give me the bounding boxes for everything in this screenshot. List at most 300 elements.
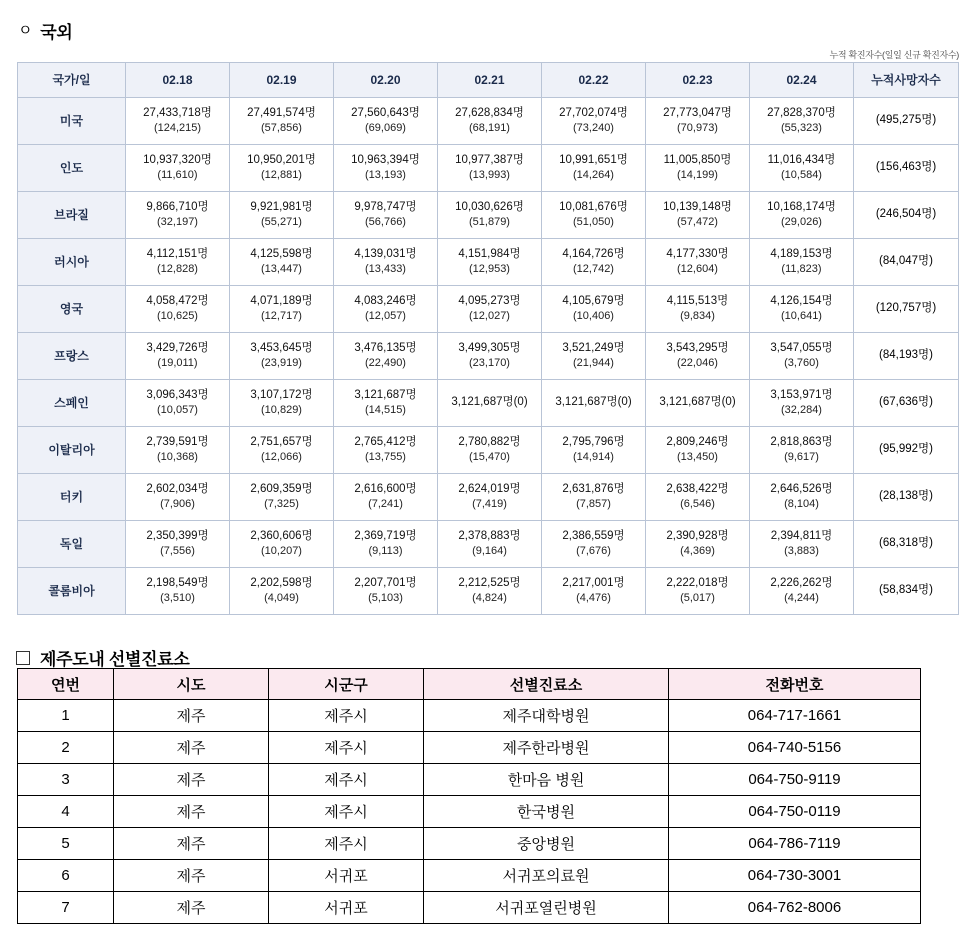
daily-new-cases: (12,604) xyxy=(677,263,718,276)
cumulative-cases: 3,453,645명 xyxy=(250,341,313,354)
cumulative-cases: 2,765,412명 xyxy=(354,435,417,448)
cumulative-cases: 2,780,882명 xyxy=(458,435,521,448)
clinic-col-header: 시도 xyxy=(114,669,269,700)
overseas-data-cell xyxy=(646,192,750,239)
daily-new-cases: (14,264) xyxy=(573,169,614,182)
daily-new-cases: (23,919) xyxy=(261,357,302,370)
cumulative-cases: 2,818,863명 xyxy=(770,435,833,448)
overseas-data-cell xyxy=(230,98,334,145)
cumulative-cases: 27,560,643명 xyxy=(351,106,420,119)
overseas-deaths-cell: (95,992명) xyxy=(854,427,959,474)
overseas-data-cell xyxy=(646,474,750,521)
overseas-data-cell xyxy=(334,568,438,615)
cumulative-cases: 2,390,928명 xyxy=(666,529,729,542)
daily-new-cases: (13,755) xyxy=(365,451,406,464)
clinic-name-cell: 한마음 병원 xyxy=(424,764,669,796)
daily-new-cases: (7,906) xyxy=(160,498,195,511)
cumulative-cases: 10,081,676명 xyxy=(559,200,628,213)
table-row xyxy=(18,474,959,521)
cumulative-cases: 3,121,687명(0) xyxy=(555,396,632,409)
daily-new-cases: (11,823) xyxy=(781,263,822,276)
overseas-data-cell xyxy=(438,521,542,568)
daily-new-cases: (51,879) xyxy=(469,216,510,229)
daily-new-cases: (22,046) xyxy=(677,357,718,370)
overseas-data-cell xyxy=(542,145,646,192)
overseas-deaths-cell: (84,047명) xyxy=(854,239,959,286)
overseas-country-cell: 프랑스 xyxy=(18,333,126,380)
table-row xyxy=(18,380,959,427)
overseas-data-cell xyxy=(334,145,438,192)
table-row xyxy=(18,860,921,892)
daily-new-cases: (12,881) xyxy=(261,169,302,182)
overseas-deaths-cell: (495,275명) xyxy=(854,98,959,145)
cumulative-cases: 3,107,172명 xyxy=(250,388,313,401)
cumulative-cases: 10,963,394명 xyxy=(351,153,420,166)
overseas-table-note: 누적 확진자수(일일 신규 확진자수) xyxy=(829,50,959,60)
daily-new-cases: (32,197) xyxy=(157,216,198,229)
daily-new-cases: (69,069) xyxy=(365,122,406,135)
overseas-col-header: 02.21 xyxy=(438,63,542,98)
overseas-col-header: 국가/일 xyxy=(18,63,126,98)
cumulative-cases: 4,083,246명 xyxy=(354,294,417,307)
cumulative-cases: 11,016,434명 xyxy=(767,153,836,166)
daily-new-cases: (12,828) xyxy=(157,263,198,276)
clinic-sido-cell: 제주 xyxy=(114,860,269,892)
daily-new-cases: (10,406) xyxy=(573,310,614,323)
overseas-table-body xyxy=(18,98,959,615)
overseas-country-cell: 인도 xyxy=(18,145,126,192)
overseas-data-cell xyxy=(230,427,334,474)
overseas-data-cell xyxy=(438,145,542,192)
cumulative-cases: 4,125,598명 xyxy=(250,247,313,260)
cumulative-cases: 4,151,984명 xyxy=(458,247,521,260)
overseas-data-cell xyxy=(230,286,334,333)
overseas-data-cell xyxy=(750,145,854,192)
daily-new-cases: (9,113) xyxy=(368,545,403,558)
daily-new-cases: (4,369) xyxy=(680,545,715,558)
cumulative-cases: 3,121,687명(0) xyxy=(659,396,736,409)
cumulative-cases: 9,921,981명 xyxy=(250,200,313,213)
overseas-data-cell xyxy=(542,474,646,521)
cumulative-cases: 2,378,883명 xyxy=(458,529,521,542)
daily-new-cases: (3,883) xyxy=(784,545,819,558)
daily-new-cases: (7,857) xyxy=(576,498,611,511)
daily-new-cases: (70,973) xyxy=(677,122,718,135)
overseas-country-cell: 독일 xyxy=(18,521,126,568)
cumulative-cases: 27,828,370명 xyxy=(767,106,836,119)
overseas-data-cell xyxy=(542,333,646,380)
overseas-data-cell xyxy=(750,380,854,427)
overseas-data-cell xyxy=(126,568,230,615)
daily-new-cases: (57,472) xyxy=(677,216,718,229)
daily-new-cases: (7,556) xyxy=(160,545,195,558)
daily-new-cases: (22,490) xyxy=(365,357,406,370)
overseas-col-header: 누적사망자수 xyxy=(854,63,959,98)
overseas-data-cell xyxy=(542,239,646,286)
table-row xyxy=(18,98,959,145)
overseas-data-cell xyxy=(334,286,438,333)
overseas-data-cell xyxy=(334,192,438,239)
cumulative-cases: 2,198,549명 xyxy=(146,576,209,589)
overseas-data-cell xyxy=(750,239,854,286)
daily-new-cases: (29,026) xyxy=(781,216,822,229)
daily-new-cases: (4,476) xyxy=(576,592,611,605)
clinic-col-header: 전화번호 xyxy=(669,669,921,700)
daily-new-cases: (124,215) xyxy=(153,122,202,135)
clinic-tel-cell: 064-750-9119 xyxy=(669,764,921,796)
daily-new-cases: (51,050) xyxy=(573,216,614,229)
overseas-data-cell xyxy=(750,568,854,615)
cumulative-cases: 4,112,151명 xyxy=(146,247,209,260)
overseas-data-cell xyxy=(126,521,230,568)
overseas-data-cell xyxy=(126,192,230,239)
cumulative-cases: 3,429,726명 xyxy=(146,341,209,354)
daily-new-cases: (7,241) xyxy=(368,498,403,511)
daily-new-cases: (55,271) xyxy=(261,216,302,229)
overseas-data-cell xyxy=(542,380,646,427)
table-row xyxy=(18,796,921,828)
clinic-header-row xyxy=(18,669,921,700)
overseas-data-cell xyxy=(646,239,750,286)
overseas-data-cell xyxy=(126,427,230,474)
daily-new-cases: (4,824) xyxy=(472,592,507,605)
cumulative-cases: 4,105,679명 xyxy=(562,294,625,307)
overseas-data-cell xyxy=(646,568,750,615)
cumulative-cases: 9,978,747명 xyxy=(354,200,417,213)
daily-new-cases: (68,191) xyxy=(469,122,510,135)
clinic-sigungu-cell: 제주시 xyxy=(269,796,424,828)
daily-new-cases: (12,066) xyxy=(261,451,302,464)
table-row xyxy=(18,568,959,615)
cumulative-cases: 10,139,148명 xyxy=(663,200,732,213)
cumulative-cases: 9,866,710명 xyxy=(146,200,209,213)
overseas-data-cell xyxy=(438,474,542,521)
overseas-data-cell xyxy=(334,380,438,427)
cumulative-cases: 10,950,201명 xyxy=(247,153,316,166)
overseas-data-cell xyxy=(438,568,542,615)
daily-new-cases: (11,610) xyxy=(157,169,198,182)
cumulative-cases: 3,521,249명 xyxy=(562,341,625,354)
overseas-country-cell: 이탈리아 xyxy=(18,427,126,474)
cumulative-cases: 27,702,074명 xyxy=(559,106,628,119)
cumulative-cases: 4,189,153명 xyxy=(770,247,833,260)
overseas-data-cell xyxy=(126,239,230,286)
overseas-data-cell xyxy=(646,286,750,333)
clinic-name-cell: 제주한라병원 xyxy=(424,732,669,764)
daily-new-cases: (32,284) xyxy=(781,404,822,417)
overseas-data-cell xyxy=(334,333,438,380)
overseas-header-row xyxy=(18,63,959,98)
overseas-data-cell xyxy=(230,333,334,380)
overseas-data-cell xyxy=(126,333,230,380)
clinic-tel-cell: 064-730-3001 xyxy=(669,860,921,892)
overseas-data-cell xyxy=(126,145,230,192)
clinic-name-cell: 중앙병원 xyxy=(424,828,669,860)
daily-new-cases: (10,057) xyxy=(157,404,198,417)
daily-new-cases: (13,450) xyxy=(677,451,718,464)
overseas-data-cell xyxy=(230,380,334,427)
cumulative-cases: 4,071,189명 xyxy=(250,294,313,307)
overseas-deaths-cell: (120,757명) xyxy=(854,286,959,333)
overseas-deaths-cell: (58,834명) xyxy=(854,568,959,615)
table-row xyxy=(18,700,921,732)
overseas-table-wrapper xyxy=(17,62,958,615)
clinic-name-cell: 제주대학병원 xyxy=(424,700,669,732)
clinic-tel-cell: 064-762-8006 xyxy=(669,892,921,924)
overseas-data-cell xyxy=(438,98,542,145)
clinic-section-heading xyxy=(16,645,190,670)
table-row xyxy=(18,427,959,474)
daily-new-cases: (12,742) xyxy=(573,263,614,276)
overseas-data-cell xyxy=(334,427,438,474)
clinic-no-cell: 3 xyxy=(18,764,114,796)
daily-new-cases: (8,104) xyxy=(784,498,819,511)
cumulative-cases: 2,217,001명 xyxy=(562,576,625,589)
overseas-data-cell xyxy=(750,192,854,239)
overseas-data-cell xyxy=(438,192,542,239)
daily-new-cases: (15,470) xyxy=(469,451,510,464)
clinic-name-cell: 한국병원 xyxy=(424,796,669,828)
daily-new-cases: (23,170) xyxy=(469,357,510,370)
overseas-country-cell: 브라질 xyxy=(18,192,126,239)
cumulative-cases: 4,177,330명 xyxy=(666,247,729,260)
cumulative-cases: 27,491,574명 xyxy=(247,106,316,119)
daily-new-cases: (3,760) xyxy=(784,357,819,370)
overseas-country-cell: 콜롬비아 xyxy=(18,568,126,615)
table-row xyxy=(18,286,959,333)
daily-new-cases: (7,676) xyxy=(576,545,611,558)
cumulative-cases: 27,433,718명 xyxy=(143,106,212,119)
cumulative-cases: 4,095,273명 xyxy=(458,294,521,307)
clinic-sido-cell: 제주 xyxy=(114,892,269,924)
overseas-data-cell xyxy=(542,98,646,145)
daily-new-cases: (10,584) xyxy=(781,169,822,182)
checkbox-icon xyxy=(16,651,30,665)
daily-new-cases: (21,944) xyxy=(573,357,614,370)
cumulative-cases: 2,616,600명 xyxy=(354,482,417,495)
overseas-data-cell xyxy=(750,98,854,145)
daily-new-cases: (14,914) xyxy=(573,451,614,464)
cumulative-cases: 2,207,701명 xyxy=(354,576,417,589)
overseas-col-header: 02.18 xyxy=(126,63,230,98)
daily-new-cases: (12,057) xyxy=(365,310,406,323)
clinic-no-cell: 2 xyxy=(18,732,114,764)
daily-new-cases: (4,244) xyxy=(784,592,819,605)
daily-new-cases: (9,834) xyxy=(680,310,715,323)
cumulative-cases: 2,202,598명 xyxy=(250,576,313,589)
cumulative-cases: 3,121,687명(0) xyxy=(451,396,528,409)
cumulative-cases: 3,096,343명 xyxy=(146,388,209,401)
clinic-sido-cell: 제주 xyxy=(114,764,269,796)
cumulative-cases: 10,977,387명 xyxy=(455,153,524,166)
overseas-country-cell: 러시아 xyxy=(18,239,126,286)
clinic-col-header: 선별진료소 xyxy=(424,669,669,700)
overseas-data-cell xyxy=(542,192,646,239)
daily-new-cases: (73,240) xyxy=(573,122,614,135)
cumulative-cases: 2,739,591명 xyxy=(146,435,209,448)
overseas-table xyxy=(17,62,959,615)
overseas-data-cell xyxy=(126,98,230,145)
overseas-data-cell xyxy=(438,427,542,474)
daily-new-cases: (9,617) xyxy=(784,451,819,464)
cumulative-cases: 10,991,651명 xyxy=(559,153,628,166)
overseas-data-cell xyxy=(230,145,334,192)
overseas-data-cell xyxy=(750,521,854,568)
clinic-sigungu-cell: 제주시 xyxy=(269,700,424,732)
table-row xyxy=(18,192,959,239)
cumulative-cases: 27,628,834명 xyxy=(455,106,524,119)
daily-new-cases: (6,546) xyxy=(680,498,715,511)
overseas-col-header: 02.23 xyxy=(646,63,750,98)
daily-new-cases: (7,325) xyxy=(264,498,299,511)
daily-new-cases: (10,368) xyxy=(157,451,198,464)
daily-new-cases: (19,011) xyxy=(157,357,198,370)
daily-new-cases: (7,419) xyxy=(472,498,507,511)
cumulative-cases: 2,638,422명 xyxy=(666,482,729,495)
overseas-data-cell xyxy=(334,521,438,568)
table-row xyxy=(18,239,959,286)
clinic-sido-cell: 제주 xyxy=(114,828,269,860)
cumulative-cases: 2,646,526명 xyxy=(770,482,833,495)
daily-new-cases: (5,017) xyxy=(680,592,715,605)
cumulative-cases: 3,499,305명 xyxy=(458,341,521,354)
cumulative-cases: 2,369,719명 xyxy=(354,529,417,542)
bullet-icon: ㅇ xyxy=(18,22,33,39)
cumulative-cases: 3,543,295명 xyxy=(666,341,729,354)
clinic-no-cell: 1 xyxy=(18,700,114,732)
table-row xyxy=(18,732,921,764)
overseas-deaths-cell: (67,636명) xyxy=(854,380,959,427)
daily-new-cases: (3,510) xyxy=(160,592,195,605)
overseas-data-cell xyxy=(646,333,750,380)
daily-new-cases: (12,717) xyxy=(261,310,302,323)
overseas-data-cell xyxy=(542,427,646,474)
daily-new-cases: (12,953) xyxy=(469,263,510,276)
overseas-data-cell xyxy=(438,286,542,333)
overseas-col-header: 02.24 xyxy=(750,63,854,98)
overseas-data-cell xyxy=(646,427,750,474)
daily-new-cases: (13,993) xyxy=(469,169,510,182)
clinic-sigungu-cell: 서귀포 xyxy=(269,892,424,924)
overseas-data-cell xyxy=(334,98,438,145)
overseas-country-cell: 스페인 xyxy=(18,380,126,427)
overseas-country-cell: 미국 xyxy=(18,98,126,145)
overseas-deaths-cell: (68,318명) xyxy=(854,521,959,568)
overseas-data-cell xyxy=(542,568,646,615)
clinic-heading-label: 제주도내 선별진료소 xyxy=(40,650,190,669)
clinic-sido-cell: 제주 xyxy=(114,732,269,764)
overseas-data-cell xyxy=(750,286,854,333)
overseas-data-cell xyxy=(334,239,438,286)
table-row xyxy=(18,145,959,192)
cumulative-cases: 11,005,850명 xyxy=(663,153,732,166)
cumulative-cases: 2,212,525명 xyxy=(458,576,521,589)
table-row xyxy=(18,828,921,860)
cumulative-cases: 2,350,399명 xyxy=(146,529,209,542)
overseas-data-cell xyxy=(646,98,750,145)
clinic-tel-cell: 064-740-5156 xyxy=(669,732,921,764)
clinic-no-cell: 4 xyxy=(18,796,114,828)
cumulative-cases: 4,058,472명 xyxy=(146,294,209,307)
table-row xyxy=(18,892,921,924)
clinic-table xyxy=(17,668,921,924)
overseas-deaths-cell: (28,138명) xyxy=(854,474,959,521)
overseas-data-cell xyxy=(438,333,542,380)
table-row xyxy=(18,333,959,380)
daily-new-cases: (4,049) xyxy=(264,592,299,605)
cumulative-cases: 2,222,018명 xyxy=(666,576,729,589)
overseas-data-cell xyxy=(646,145,750,192)
overseas-data-cell xyxy=(646,380,750,427)
cumulative-cases: 10,168,174명 xyxy=(767,200,836,213)
clinic-sigungu-cell: 서귀포 xyxy=(269,860,424,892)
clinic-no-cell: 7 xyxy=(18,892,114,924)
clinic-name-cell: 서귀포의료원 xyxy=(424,860,669,892)
daily-new-cases: (14,515) xyxy=(365,404,406,417)
cumulative-cases: 2,751,657명 xyxy=(250,435,313,448)
overseas-data-cell xyxy=(230,568,334,615)
overseas-col-header: 02.19 xyxy=(230,63,334,98)
cumulative-cases: 10,937,320명 xyxy=(143,153,212,166)
overseas-deaths-cell: (246,504명) xyxy=(854,192,959,239)
clinic-no-cell: 6 xyxy=(18,860,114,892)
daily-new-cases: (14,199) xyxy=(677,169,718,182)
overseas-data-cell xyxy=(750,474,854,521)
clinic-col-header: 연번 xyxy=(18,669,114,700)
cumulative-cases: 4,126,154명 xyxy=(770,294,833,307)
cumulative-cases: 3,547,055명 xyxy=(770,341,833,354)
daily-new-cases: (55,323) xyxy=(781,122,822,135)
clinic-sigungu-cell: 제주시 xyxy=(269,828,424,860)
cumulative-cases: 2,795,796명 xyxy=(562,435,625,448)
cumulative-cases: 2,809,246명 xyxy=(666,435,729,448)
overseas-deaths-cell: (156,463명) xyxy=(854,145,959,192)
overseas-data-cell xyxy=(334,474,438,521)
overseas-data-cell xyxy=(438,380,542,427)
cumulative-cases: 2,609,359명 xyxy=(250,482,313,495)
overseas-data-cell xyxy=(230,521,334,568)
cumulative-cases: 4,164,726명 xyxy=(562,247,625,260)
daily-new-cases: (10,641) xyxy=(781,310,822,323)
clinic-sido-cell: 제주 xyxy=(114,700,269,732)
daily-new-cases: (12,027) xyxy=(469,310,510,323)
cumulative-cases: 3,121,687명 xyxy=(354,388,417,401)
clinic-sigungu-cell: 제주시 xyxy=(269,732,424,764)
cumulative-cases: 2,624,019명 xyxy=(458,482,521,495)
clinic-tel-cell: 064-717-1661 xyxy=(669,700,921,732)
overseas-data-cell xyxy=(230,192,334,239)
overseas-deaths-cell: (84,193명) xyxy=(854,333,959,380)
overseas-data-cell xyxy=(542,521,646,568)
clinic-no-cell: 5 xyxy=(18,828,114,860)
clinic-col-header: 시군구 xyxy=(269,669,424,700)
overseas-data-cell xyxy=(438,239,542,286)
overseas-data-cell xyxy=(750,333,854,380)
cumulative-cases: 3,476,135명 xyxy=(354,341,417,354)
overseas-data-cell xyxy=(750,427,854,474)
daily-new-cases: (9,164) xyxy=(472,545,507,558)
daily-new-cases: (13,193) xyxy=(365,169,406,182)
overseas-col-header: 02.20 xyxy=(334,63,438,98)
overseas-section-heading xyxy=(18,18,72,43)
clinic-sido-cell: 제주 xyxy=(114,796,269,828)
overseas-data-cell xyxy=(126,286,230,333)
daily-new-cases: (13,433) xyxy=(365,263,406,276)
overseas-data-cell xyxy=(542,286,646,333)
cumulative-cases: 3,153,971명 xyxy=(770,388,833,401)
clinic-tel-cell: 064-786-7119 xyxy=(669,828,921,860)
daily-new-cases: (10,207) xyxy=(261,545,302,558)
